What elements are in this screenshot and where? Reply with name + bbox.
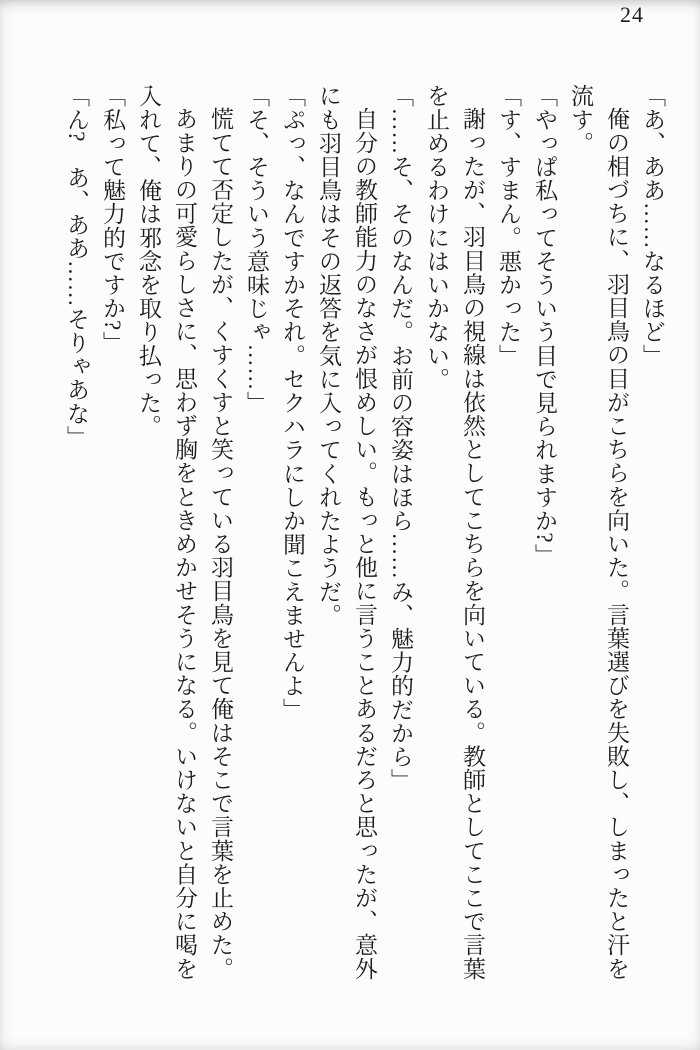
paragraph: 「す、すまん。悪かった」 — [496, 84, 521, 368]
paragraph: 自分の教師能力のなさが恨めしい。もっと他に言うことあるだろと思ったが、意外にも羽目鳥はその返答を気に入ってくれたようだ。 — [316, 84, 377, 981]
text-block — [58, 84, 670, 989]
paragraph: 「やっぱ私ってそういう目で見られますか?」 — [532, 84, 557, 567]
paragraph: 俺の相づちに、羽目鳥の目がこちらを向いた。言葉選びを失敗し、しまったと汗を流す。 — [568, 84, 629, 981]
paragraph: 「そ、そういう意味じゃ……」 — [244, 84, 269, 415]
paragraph: 「ぷっ、なんですかそれ。セクハラにしか聞こえませんよ」 — [280, 84, 305, 722]
paragraph: 「ん? あ、ああ……そりゃあな」 — [64, 84, 89, 449]
paragraph: 「あ、ああ……なるほど」 — [640, 84, 665, 368]
page-number: 24 — [620, 2, 644, 27]
paragraph: 「……そ、そのなんだ。お前の容姿はほら……み、魅力的だから」 — [388, 84, 413, 792]
paragraph: あまりの可愛らしさに、思わず胸をときめかせそうになる。いけないと自分に喝を入れて、俺は邪念を取り払った。 — [136, 84, 197, 981]
paragraph: 慌てて否定したが、くすくすと笑っている羽目鳥を見て俺はそこで言葉を止めた。 — [208, 107, 233, 981]
paragraph: 「私って魅力的ですか?」 — [100, 84, 125, 355]
paragraph: 謝ったが、羽目鳥の視線は依然としてこちらを向いている。教師としてここで言葉を止めるわけにはいかない。 — [424, 84, 485, 981]
